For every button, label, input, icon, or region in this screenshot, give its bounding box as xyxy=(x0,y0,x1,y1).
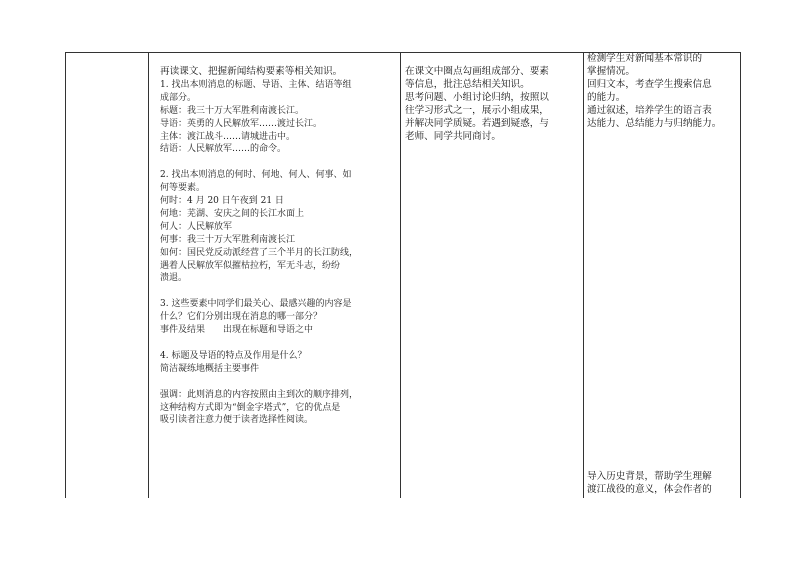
content-line: 导语：英勇的人民解放军……渡过长江。 xyxy=(160,118,323,129)
content-line: 何人：人民解放军 xyxy=(160,221,233,232)
activity-line: 等信息，批注总结相关知识。 xyxy=(405,78,530,90)
content-line: 事件及结果 出现在标题和导语之中 xyxy=(160,325,314,336)
intent-line: 掌握情况。 xyxy=(587,65,635,77)
intent-line: 的能力。 xyxy=(587,91,626,103)
content-line: 主体：渡江战斗……请城进击中。 xyxy=(160,131,296,142)
column-divider-2 xyxy=(400,52,401,498)
activity-line: 老师、同学共同商讨。 xyxy=(405,130,501,142)
content-line: 4. 标题及导语的特点及作用是什么？ xyxy=(160,350,307,361)
content-line: 溃退。 xyxy=(160,273,188,284)
content-line: 强调：此则消息的内容按照由主到次的顺序排列， xyxy=(160,389,359,400)
table-border-right xyxy=(740,52,741,498)
content-line: 吸引读者注意力便于读者选择性阅读。 xyxy=(160,415,314,426)
column-divider-3 xyxy=(583,52,584,498)
design-intent-cell xyxy=(587,53,737,130)
content-line: 2. 找出本则消息的何时、何地、何人、何事、如 xyxy=(160,170,352,181)
content-line: 何事：我三十万大军胜利南渡长江 xyxy=(160,234,296,245)
activity-line: 在课文中圈点勾画组成部分、要素 xyxy=(405,66,549,77)
intent-line: 通过叙述，培养学生的语言表 xyxy=(587,104,712,116)
teaching-content-cell xyxy=(160,66,392,427)
intent-line: 回归文本，考查学生搜索信息 xyxy=(587,78,712,90)
history-intro-cell xyxy=(587,470,737,496)
content-line: 遇着人民解放军似摧枯拉朽，军无斗志，纷纷 xyxy=(160,260,341,271)
content-line: 何等要素。 xyxy=(160,183,206,194)
content-line: 结语：人民解放军……的命令。 xyxy=(160,144,287,155)
activity-line: 思考问题、小组讨论归纳，按照以 xyxy=(405,91,549,103)
intent-line: 导入历史背景，帮助学生理解 xyxy=(587,471,712,482)
content-line: 如何：国民党反动派经营了三个半月的长江防线， xyxy=(160,247,359,258)
content-line: 何地：芜湖、安庆之间的长江水面上 xyxy=(160,208,305,219)
content-line: 3. 这些要素中同学们最关心、最感兴趣的内容是 xyxy=(160,299,352,310)
content-line: 什么？它们分别出现在消息的哪一部分？ xyxy=(160,312,323,323)
activity-line: 往学习形式之一，展示小组成果， xyxy=(405,104,549,116)
content-line: 再读课文、把握新闻结构要素等相关知识。 xyxy=(160,66,343,77)
student-activity-cell xyxy=(405,66,577,143)
column-divider-1 xyxy=(148,52,149,498)
content-line: 简洁凝练地概括主要事件 xyxy=(160,363,260,374)
intent-line: 检测学生对新闻基本常识的 xyxy=(587,53,703,64)
content-line: 标题：我三十万大军胜利南渡长江。 xyxy=(160,105,305,116)
activity-line: 并解决同学质疑。若遇到疑惑，与 xyxy=(405,117,549,129)
content-line: 这种结构方式即为“倒金字塔式”，它的优点是 xyxy=(160,402,341,413)
content-line: 成部分。 xyxy=(160,92,197,103)
content-line: 1. 找出本则消息的标题、导语、主体、结语等组 xyxy=(160,79,352,90)
table-border-left xyxy=(65,52,66,498)
content-line: 何时：4 月 20 日午夜到 21 日 xyxy=(160,196,284,207)
intent-line: 渡江战役的意义，体会作者的 xyxy=(587,484,712,495)
intent-line: 达能力、总结能力与归纳能力。 xyxy=(587,117,722,129)
